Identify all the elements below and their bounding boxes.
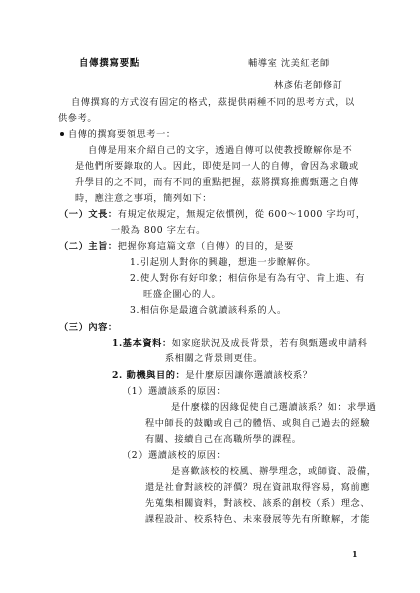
content-1-line-2: 系相關之背景則更佳。 [165,353,263,364]
paragraph-line: 程中師長的鼓勵或自己的體悟、或與自己過去的經驗 [145,418,371,429]
item3-label: （三）內容： [59,322,118,333]
paragraph-line: 自傳是用來介紹自己的文字，透過自傳可以使教授瞭解你是不 [88,145,353,156]
item1-label: （一）文長： [59,209,118,220]
paragraph-line: 還是社會對該校的評價？現在資訊取得容易，寫前應 [145,482,371,493]
item1-text-1: 有規定依規定，無規定依慣例，從 600～1000 字均可， [117,209,366,220]
subsection-title: （1）選讀該系的原因： [122,386,227,397]
list-item: 3.相信你是最適合就讀該科系的人。 [130,305,287,316]
list-item: 1.引起別人對你的興趣，想進一步瞭解你。 [130,257,317,268]
subsection-title: （2）選讀該校的原因： [122,450,227,461]
content-1-line-1 [112,338,367,350]
paragraph-line: 是喜歡該校的校風、辦學理念，或師資、設備， [171,466,377,477]
list-item: 2.使人對你有好印象；相信你是有為有守、肯上進、有 [130,273,366,284]
paragraph-line: 時，應注意之事項，簡列如下： [75,193,213,204]
content-2-label: 2. 動機與目的： [112,370,186,381]
content-2-text: 是什麼原因讓你選讀該校系？ [185,370,313,381]
content-1-label: 1.基本資料： [112,338,172,349]
section-heading-text: 自傳的撰寫要領思考一： [68,129,176,140]
intro-line-2: 供參考。 [58,113,98,124]
item1-line-2: 一般為 800 字左右。 [111,225,206,236]
item1-line-1 [59,209,366,221]
paragraph-line: 先蒐集相關資料，對該校、該系的創校（系）理念、 [145,498,371,509]
author-line: 輔導室 沈美紅老師 [248,58,330,69]
paragraph-line: 升學目的之不同，而有不同的重點把握，茲將撰寫推薦甄選之自傳 [75,177,359,188]
paragraph-line: 課程設計、校系特色、未來發展等先有所瞭解，才能 [145,514,371,525]
list-item-continued: 旺盛企圖心的人。 [143,289,222,300]
section-heading [60,129,176,141]
paragraph-line: 是什麼樣的因緣促使自己選讀該系？如：求學過 [171,402,377,413]
item2-text: 把握你寫這篇文章（自傳）的目的，是要 [117,241,294,252]
paragraph-line: 是他們所要錄取的人。因此，即使是同一人的自傳，會因為求職或 [75,161,359,172]
item2-label: （二）主旨： [59,241,118,252]
page-number: 1 [352,549,358,559]
bullet-icon [60,132,64,136]
item2-line-1 [59,241,294,253]
document-title: 自傳撰寫要點 [79,58,141,69]
content-2-line-1 [112,370,313,382]
reviser-line: 林彥佑老師修訂 [274,80,343,91]
content-1-text-1: 如家庭狀況及成長背景，若有與甄選或申請科 [171,338,368,349]
intro-line-1: 自傳撰寫的方式沒有固定的格式，茲提供兩種不同的思考方式，以 [71,97,355,108]
paragraph-line: 有關、接續自己在高職所學的課程。 [145,434,302,445]
